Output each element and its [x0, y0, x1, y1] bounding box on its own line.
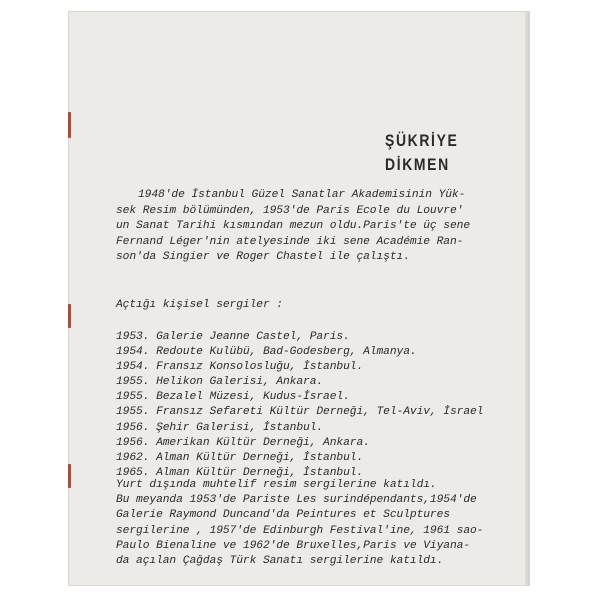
biography-paragraph: [116, 188, 470, 266]
exhibition-item: 1962. Alman Kültür Derneği, İstanbul.: [116, 451, 364, 464]
abroad-line: sergilerine , 1957'de Edinburgh Festival'ine, 1961 sao-: [116, 524, 484, 537]
exhibition-item: 1956. Amerikan Kültür Derneği, Ankara.: [116, 436, 370, 449]
exhibition-item: 1965. Alman Kültür Derneği, İstanbul.: [116, 466, 364, 479]
exhibition-item: 1953. Galerie Jeanne Castel, Paris.: [116, 331, 350, 343]
artist-name-title: [385, 129, 458, 177]
exhibition-item: 1956. Şehir Galerisi, İstanbul.: [116, 421, 324, 434]
bio-line: son'da Singier ve Roger Chastel ile çalıştı.: [116, 251, 410, 264]
binding-stitch: [68, 304, 71, 328]
title-line: DİKMEN: [385, 155, 450, 174]
binding-stitch: [68, 112, 71, 138]
bio-line: sek Resim bölümünden, 1953'de Paris Ecole du Louvre': [116, 204, 464, 217]
exhibition-item: 1954. Fransız Konsolosluğu, İstanbul.: [116, 361, 364, 374]
exhibition-item: 1955. Fransız Sefareti Kültür Derneği, Tel-Aviv, İsrael: [116, 406, 484, 419]
abroad-line: Paulo Bienaline ve 1962'de Bruxelles,Paris ve Viyana-: [116, 539, 470, 552]
exhibition-item: 1955. Helikon Galerisi, Ankara.: [116, 376, 324, 389]
abroad-line: Bu meyanda 1953'de Pariste Les surindépendants,1954'de: [116, 494, 477, 507]
abroad-line: Yurt dışında muhtelif resim sergilerine katıldı.: [116, 479, 437, 491]
exhibitions-heading: Açtığı kişisel sergiler :: [116, 299, 283, 311]
title-line: ŞÜKRİYE: [385, 131, 459, 150]
binding-stitch: [68, 464, 71, 488]
bio-line: Fernand Léger'nin atelyesinde iki sene Académie Ran-: [116, 235, 464, 248]
exhibition-list: [116, 330, 483, 481]
abroad-line: da açılan Çağdaş Türk Sanatı sergilerine katıldı.: [116, 555, 444, 568]
group-exhibitions-paragraph: [116, 478, 483, 569]
booklet-page: [68, 11, 530, 586]
page-edge-shadow: [525, 12, 529, 585]
abroad-line: Galerie Raymond Duncand'da Peintures et Sculptures: [116, 509, 450, 522]
exhibition-item: 1955. Bezalel Müzesi, Kudus-İsrael.: [116, 391, 350, 404]
bio-line: 1948'de İstanbul Güzel Sanatlar Akademisinin Yük-: [138, 189, 466, 201]
bio-line: un Sanat Tarihi kısmından mezun oldu.Paris'te üç sene: [116, 220, 470, 233]
exhibition-item: 1954. Redoute Kulübü, Bad-Godesberg, Almanya.: [116, 346, 417, 359]
